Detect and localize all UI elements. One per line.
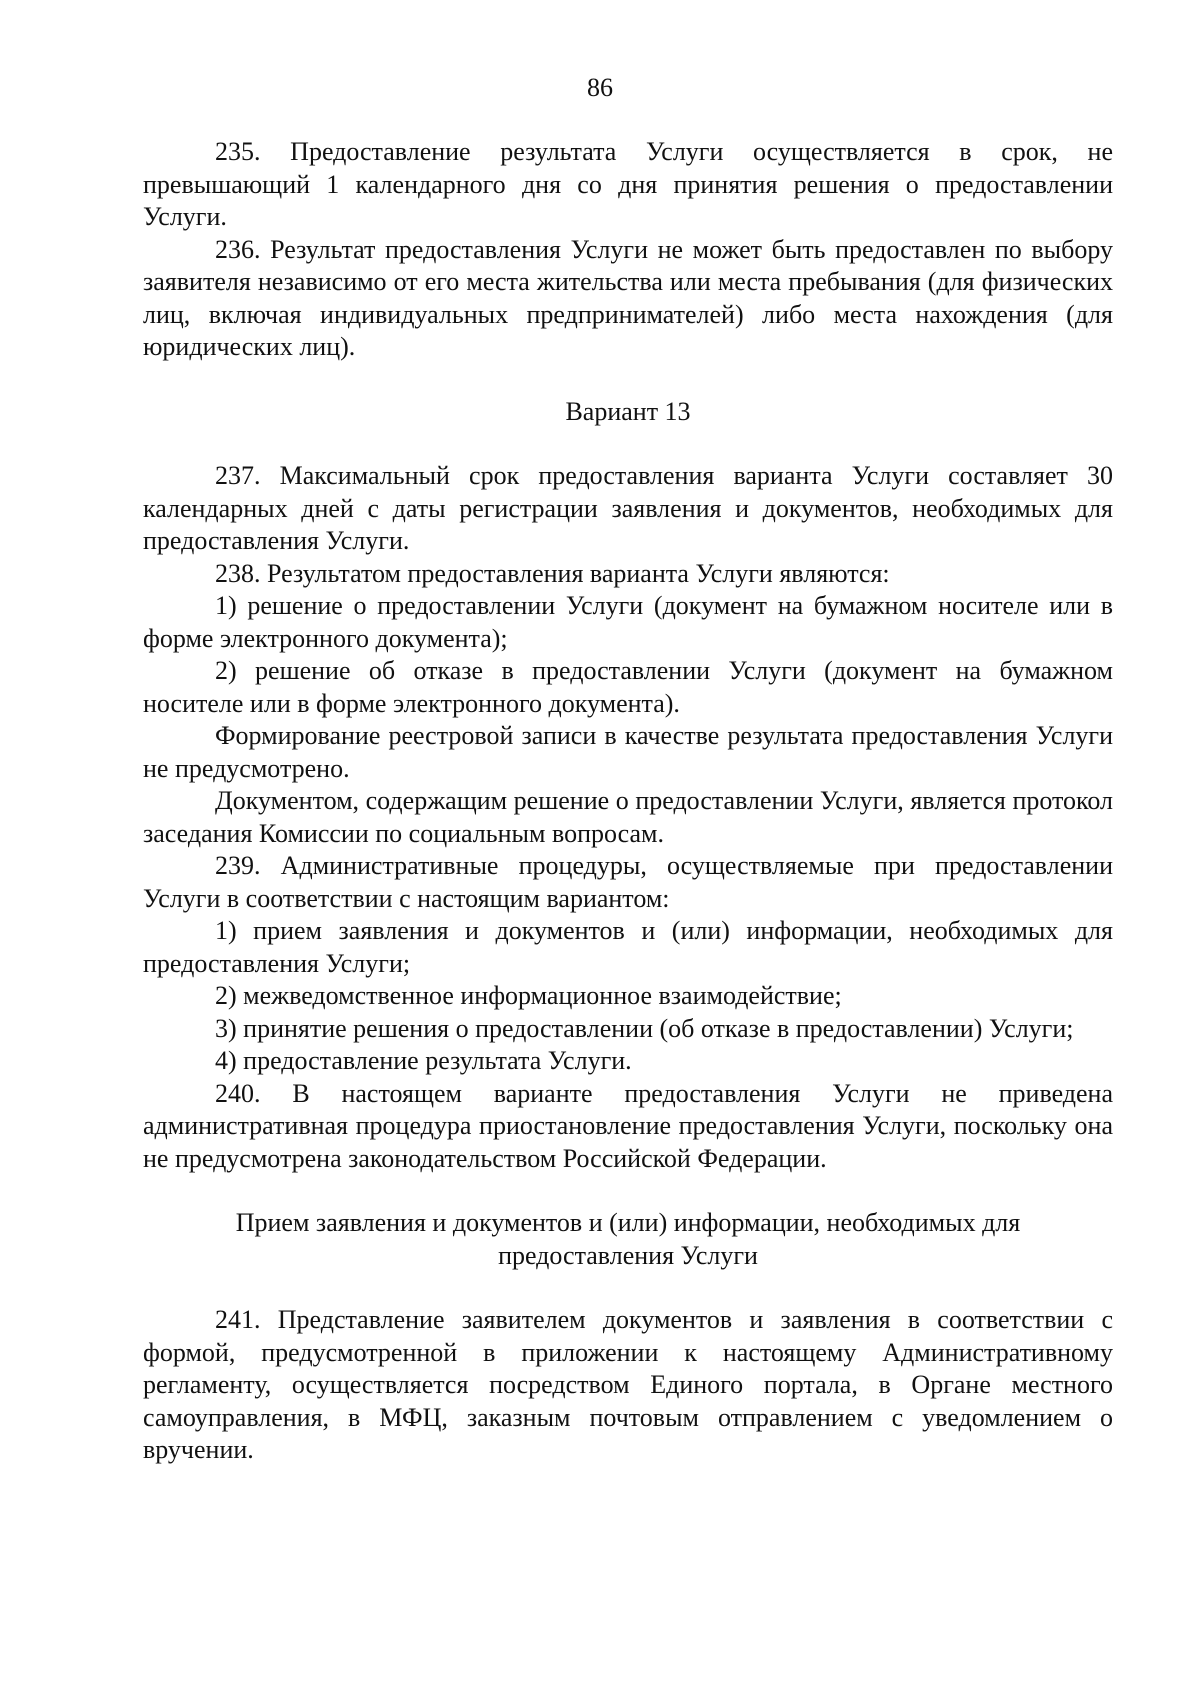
list-item-238-2: 2) решение об отказе в предоставлении Услуги (документ на бумажном носителе или в форме электронного документа). bbox=[143, 656, 1113, 718]
paragraph-235: 235. Предоставление результата Услуги осуществляется в срок, не превышающий 1 календарного дня со дня принятия решения о предоставлении Услуги. bbox=[143, 137, 1113, 231]
section-heading-variant-13: Вариант 13 bbox=[565, 396, 691, 426]
paragraph-236: 236. Результат предоставления Услуги не может быть предоставлен по выбору заявителя независимо от его места жительства или места пребывания (для физических лиц, включая индивидуальных предпринимателей) либо места нахождения (для юридических лиц). bbox=[143, 234, 1113, 361]
section-reception-body bbox=[143, 1304, 1113, 1467]
list-item-239-4: 4) предоставление результата Услуги. bbox=[215, 1046, 632, 1075]
page-number: 86 bbox=[587, 73, 613, 102]
paragraph-237: 237. Максимальный срок предоставления варианта Услуги составляет 30 календарных дней с даты регистрации заявления и документов, необходимых для предоставления Услуги. bbox=[143, 461, 1113, 555]
section-heading-reception: Прием заявления и документов и (или) информации, необходимых для предоставления Услуги bbox=[235, 1208, 1021, 1270]
paragraph-registry-record: Формирование реестровой записи в качестве результата предоставления Услуги не предусмотрено. bbox=[143, 721, 1113, 783]
paragraph-238: 238. Результатом предоставления варианта Услуги являются: bbox=[215, 558, 890, 588]
paragraph-decision-document: Документом, содержащим решение о предоставлении Услуги, является протокол заседания Комиссии по социальным вопросам. bbox=[143, 786, 1113, 848]
paragraph-239: 239. Административные процедуры, осуществляемые при предоставлении Услуги в соответствии с настоящим вариантом: bbox=[143, 851, 1113, 913]
list-item-239-2: 2) межведомственное информационное взаимодействие; bbox=[215, 981, 842, 1010]
list-item-239-3: 3) принятие решения о предоставлении (об отказе в предоставлении) Услуги; bbox=[215, 1013, 1074, 1043]
paragraph-241: 241. Представление заявителем документов и заявления в соответствии с формой, предусмотренной в приложении к настоящему Административному регламенту, осуществляется посредством Единого портала, в Органе местного самоуправления, в МФЦ, заказным почтовым отправлением с уведомлением о вручении. bbox=[143, 1305, 1113, 1464]
paragraph-240: 240. В настоящем варианте предоставления Услуги не приведена административная процедура приостановление предоставления Услуги, поскольку она не предусмотрена законодательством Российской Федерации. bbox=[143, 1078, 1113, 1173]
list-item-239-1: 1) прием заявления и документов и (или) информации, необходимых для предоставления Услуги; bbox=[143, 916, 1113, 978]
section-variant-13-body bbox=[143, 460, 1113, 1175]
document-body bbox=[143, 136, 1113, 1467]
list-item-238-1: 1) решение о предоставлении Услуги (документ на бумажном носителе или в форме электронного документа); bbox=[143, 591, 1113, 653]
